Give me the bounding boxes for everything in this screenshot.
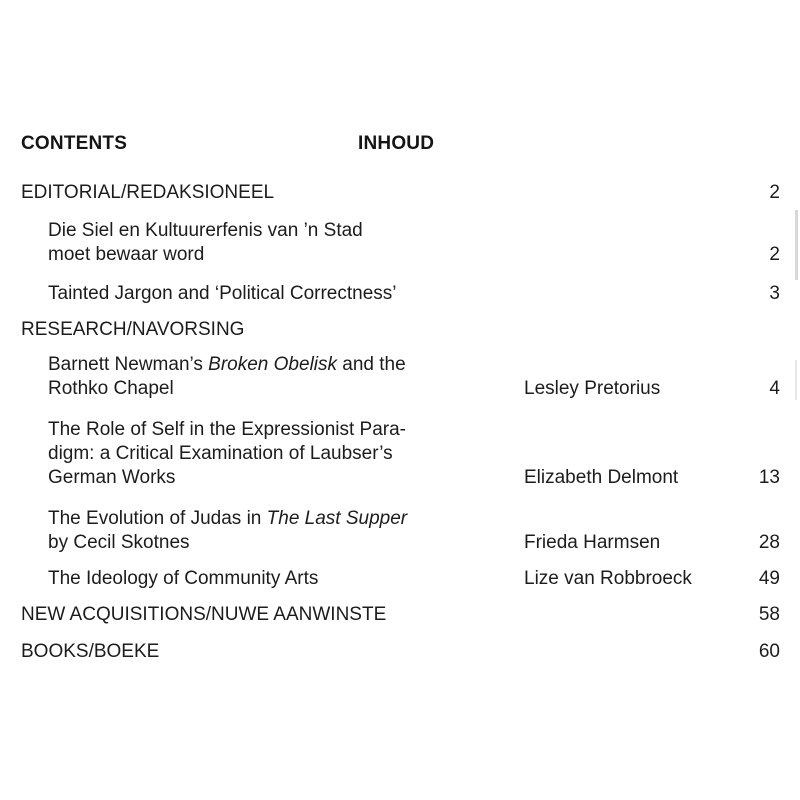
section-title: NEW ACQUISITIONS/NUWE AANWINSTE (21, 604, 387, 625)
page-number: 49 (758, 568, 780, 589)
entry-title-line: The Evolution of Judas in The Last Supper (48, 508, 408, 529)
section-title: BOOKS/BOEKE (21, 641, 160, 662)
entry-title (48, 353, 406, 401)
page-number: 4 (769, 378, 780, 399)
page-number: 2 (769, 244, 780, 265)
page-number: 2 (769, 182, 780, 203)
entry-title-line: digm: a Critical Examination of Laubser’s (48, 443, 393, 464)
entry-title-line: Die Siel en Kultuurerfenis van ’n Stad (48, 220, 363, 241)
entry-title-line: Barnett Newman’s Broken Obelisk and the (48, 354, 406, 375)
inhoud-heading: INHOUD (358, 133, 435, 154)
entry-title (48, 507, 407, 555)
entry-title: Tainted Jargon and ‘Political Correctness’ (48, 283, 397, 304)
entry-title-line: The Role of Self in the Expressionist Para- (48, 419, 407, 440)
entry-title (48, 219, 363, 267)
author-name: Frieda Harmsen (524, 532, 661, 553)
entry-title-line: German Works (48, 467, 176, 488)
contents-heading: CONTENTS (21, 133, 128, 154)
author-name: Lize van Robbroeck (524, 568, 692, 589)
scan-edge-artifact (795, 360, 797, 400)
entry-title-line: by Cecil Skotnes (48, 532, 190, 553)
entry-title-line: moet bewaar word (48, 244, 205, 265)
entry-title-line: Rothko Chapel (48, 378, 174, 399)
page-number: 58 (758, 604, 780, 625)
section-title: EDITORIAL/REDAKSIONEEL (21, 182, 275, 203)
author-name: Lesley Pretorius (524, 378, 661, 399)
author-name: Elizabeth Delmont (524, 467, 679, 488)
page-number: 28 (758, 532, 780, 553)
page-number: 13 (758, 467, 780, 488)
section-title: RESEARCH/NAVORSING (21, 319, 245, 340)
page-number: 60 (758, 641, 780, 662)
scan-edge-artifact (795, 210, 798, 280)
page-number: 3 (769, 283, 780, 304)
entry-title (48, 418, 406, 490)
entry-title: The Ideology of Community Arts (48, 568, 319, 589)
